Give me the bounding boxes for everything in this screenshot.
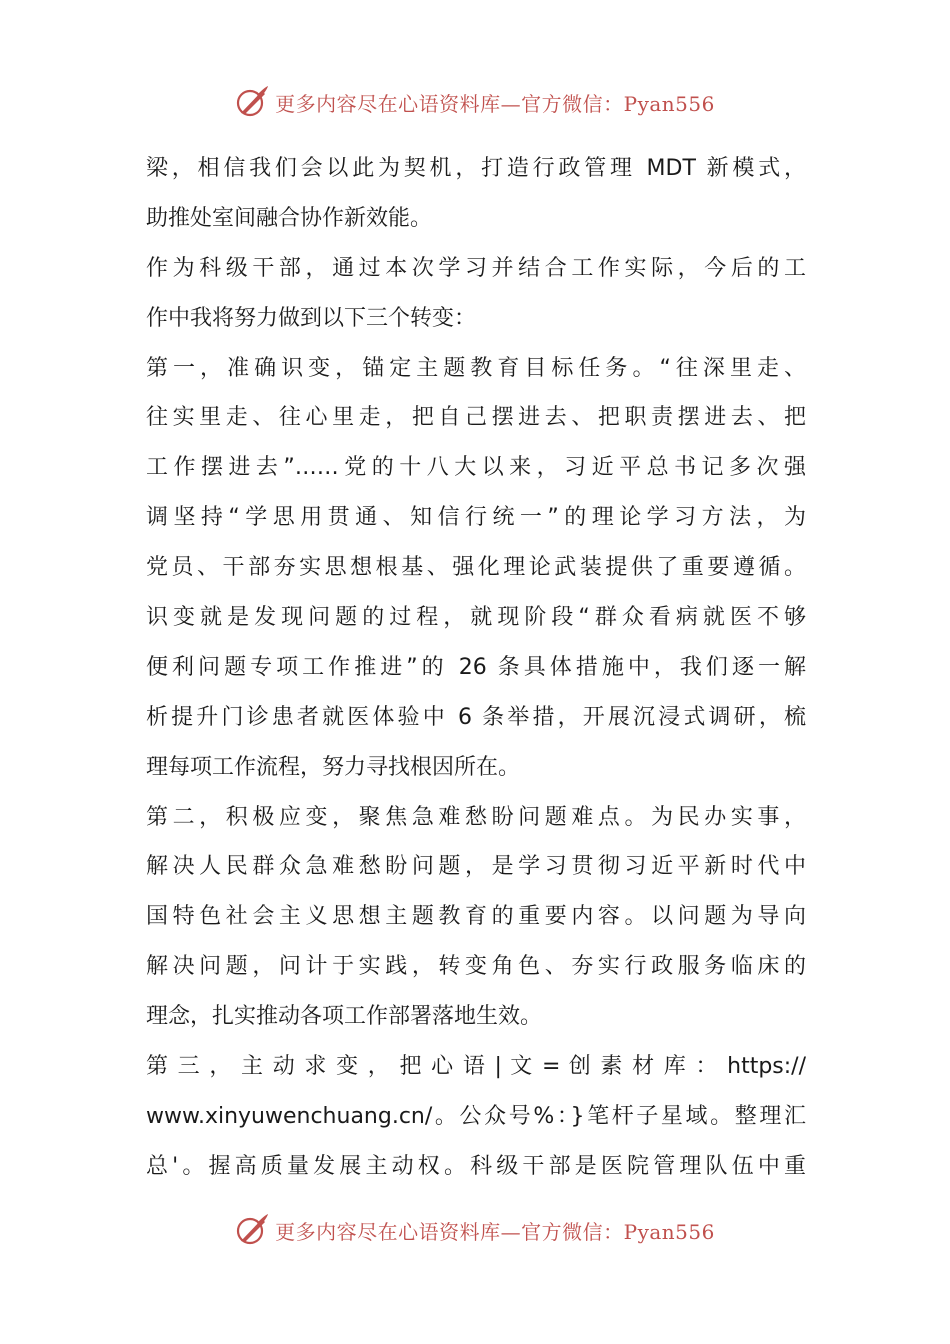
text-line: 识变就是发现问题的过程，就现阶段“群众看病就医不够 (146, 605, 806, 631)
header-banner (0, 80, 950, 124)
text-line: 往实里走、往心里走，把自己摆进去、把职责摆进去、把 (146, 405, 806, 431)
footer-banner-text: 更多内容尽在心语资料库—官方微信：Pyan556 (275, 1219, 715, 1244)
text-line: 第 三 ， 主 动 求 变 ， 把 心 语 | 文 = 创 素 材 库 ： https:// (146, 1054, 806, 1080)
text-line: 梁，相信我们会以此为契机，打造行政管理 MDT 新模式， (146, 156, 806, 181)
header-banner-text: 更多内容尽在心语资料库—官方微信：Pyan556 (275, 91, 715, 116)
text-line: 理每项工作流程，努力寻找根因所在。 (146, 754, 521, 780)
text-line: 解决人民群众急难愁盼问题，是学习贯彻习近平新时代中 (146, 854, 806, 880)
text-line: 国特色社会主义思想主题教育的重要内容。以问题为导向 (146, 904, 806, 930)
quill-logo-icon (235, 1213, 269, 1247)
text-line: 便利问题专项工作推进”的 26 条具体措施中，我们逐一解 (146, 654, 806, 680)
text-line: 作为科级干部，通过本次学习并结合工作实际，今后的工 (146, 255, 806, 281)
quill-logo-icon (235, 85, 269, 119)
text-line: 理念，扎实推动各项工作部署落地生效。 (146, 1004, 543, 1030)
footer-banner (0, 1208, 950, 1252)
text-line: 助推处室间融合协作新效能。 (146, 205, 433, 231)
text-line: 党员、干部夯实思想根基、强化理论武装提供了重要遵循。 (146, 555, 806, 581)
text-line: 调坚持“学思用贯通、知信行统一”的理论学习方法，为 (146, 505, 806, 531)
document-body (146, 144, 806, 1192)
text-line: 解决问题，问计于实践，转变角色、夯实行政服务临床的 (146, 954, 806, 980)
text-line: 第二，积极应变，聚焦急难愁盼问题难点。为民办实事， (146, 804, 806, 830)
text-line: 工作摆进去”……党的十八大以来，习近平总书记多次强 (146, 455, 806, 481)
text-line: www.xinyuwenchuang.cn/。公众号%：}笔杆子星域。整理汇 (146, 1103, 806, 1129)
text-line: 析提升门诊患者就医体验中 6 条举措，开展沉浸式调研，梳 (146, 704, 806, 730)
text-line: 第一，准确识变，锚定主题教育目标任务。“往深里走、 (146, 355, 806, 381)
text-line: 作中我将努力做到以下三个转变： (146, 305, 477, 331)
text-line: 总'。握高质量发展主动权。科级干部是医院管理队伍中重 (146, 1153, 806, 1179)
